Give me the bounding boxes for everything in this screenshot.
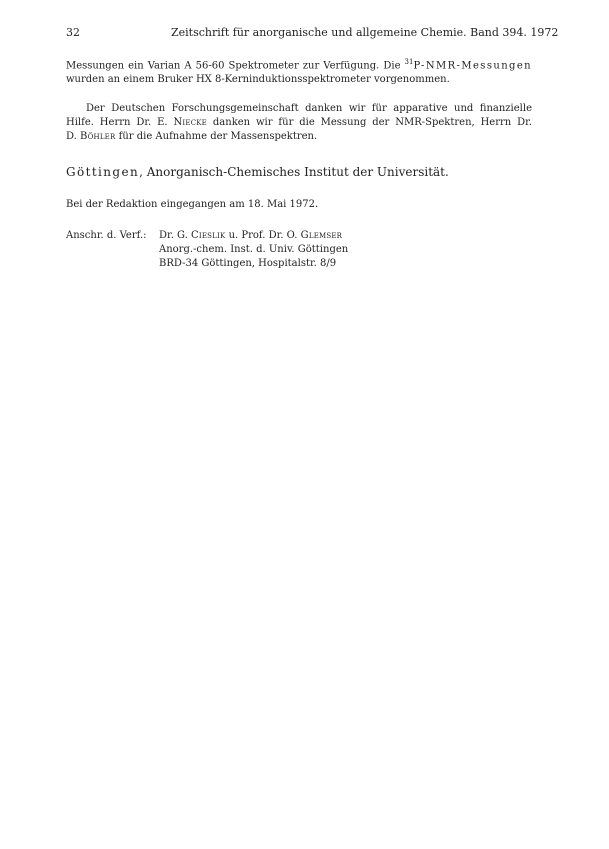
author-name: Glemser bbox=[300, 230, 343, 241]
paragraph-line bbox=[66, 130, 532, 144]
paragraph-line: Der Deutschen Forschungsgemeinschaft danken wir für apparative und finanzielle bbox=[86, 103, 532, 114]
text-fragment: u. Prof. Dr. O. bbox=[225, 230, 301, 241]
author-name: Böhler bbox=[80, 131, 116, 142]
address-line: Anorg.-chem. Inst. d. Univ. Göttingen bbox=[159, 244, 349, 255]
text-fragment: für die Aufnahme der Massenspektren. bbox=[115, 131, 318, 142]
address-line bbox=[159, 229, 348, 243]
author-name: Niecke bbox=[173, 117, 207, 128]
journal-citation: Zeitschrift für anorganische und allgemeine Chemie. Band 394. 1972 bbox=[171, 26, 559, 39]
paragraph-line bbox=[66, 55, 532, 73]
address-line: BRD-34 Göttingen, Hospitalstr. 8/9 bbox=[159, 258, 337, 269]
institute-name: , Anorganisch-Chemisches Institut der Universität. bbox=[139, 165, 449, 179]
address-label: Anschr. d. Verf.: bbox=[66, 230, 147, 241]
paragraph-line: wurden an einem Bruker HX 8-Kerninduktionsspektrometer vorgenommen. bbox=[66, 74, 450, 86]
page-number: 32 bbox=[66, 26, 80, 39]
text-fragment: D. bbox=[66, 131, 81, 142]
author-name: Cieslik bbox=[191, 230, 226, 241]
text-fragment: Dr. G. bbox=[159, 230, 192, 241]
institution-location bbox=[66, 164, 449, 180]
paragraph-nmr-measurements bbox=[66, 55, 532, 87]
text-fragment: Hilfe. Herrn Dr. E. bbox=[66, 117, 174, 128]
city-name: Göttingen bbox=[66, 165, 140, 179]
text-fragment: danken wir für die Messung der NMR-Spektren, Herrn Dr. bbox=[207, 117, 532, 128]
paragraph-line bbox=[66, 116, 532, 130]
superscript-isotope: 31 bbox=[404, 58, 414, 66]
address-lines bbox=[159, 229, 348, 271]
text-fragment: P-NMR-Messungen bbox=[413, 60, 532, 72]
text-fragment: Messungen ein Varian A 56-60 Spektrometer zur Verfügung. Die bbox=[66, 60, 405, 72]
paragraph-acknowledgements bbox=[66, 102, 532, 144]
received-date: Bei der Redaktion eingegangen am 18. Mai 1972. bbox=[66, 199, 319, 210]
